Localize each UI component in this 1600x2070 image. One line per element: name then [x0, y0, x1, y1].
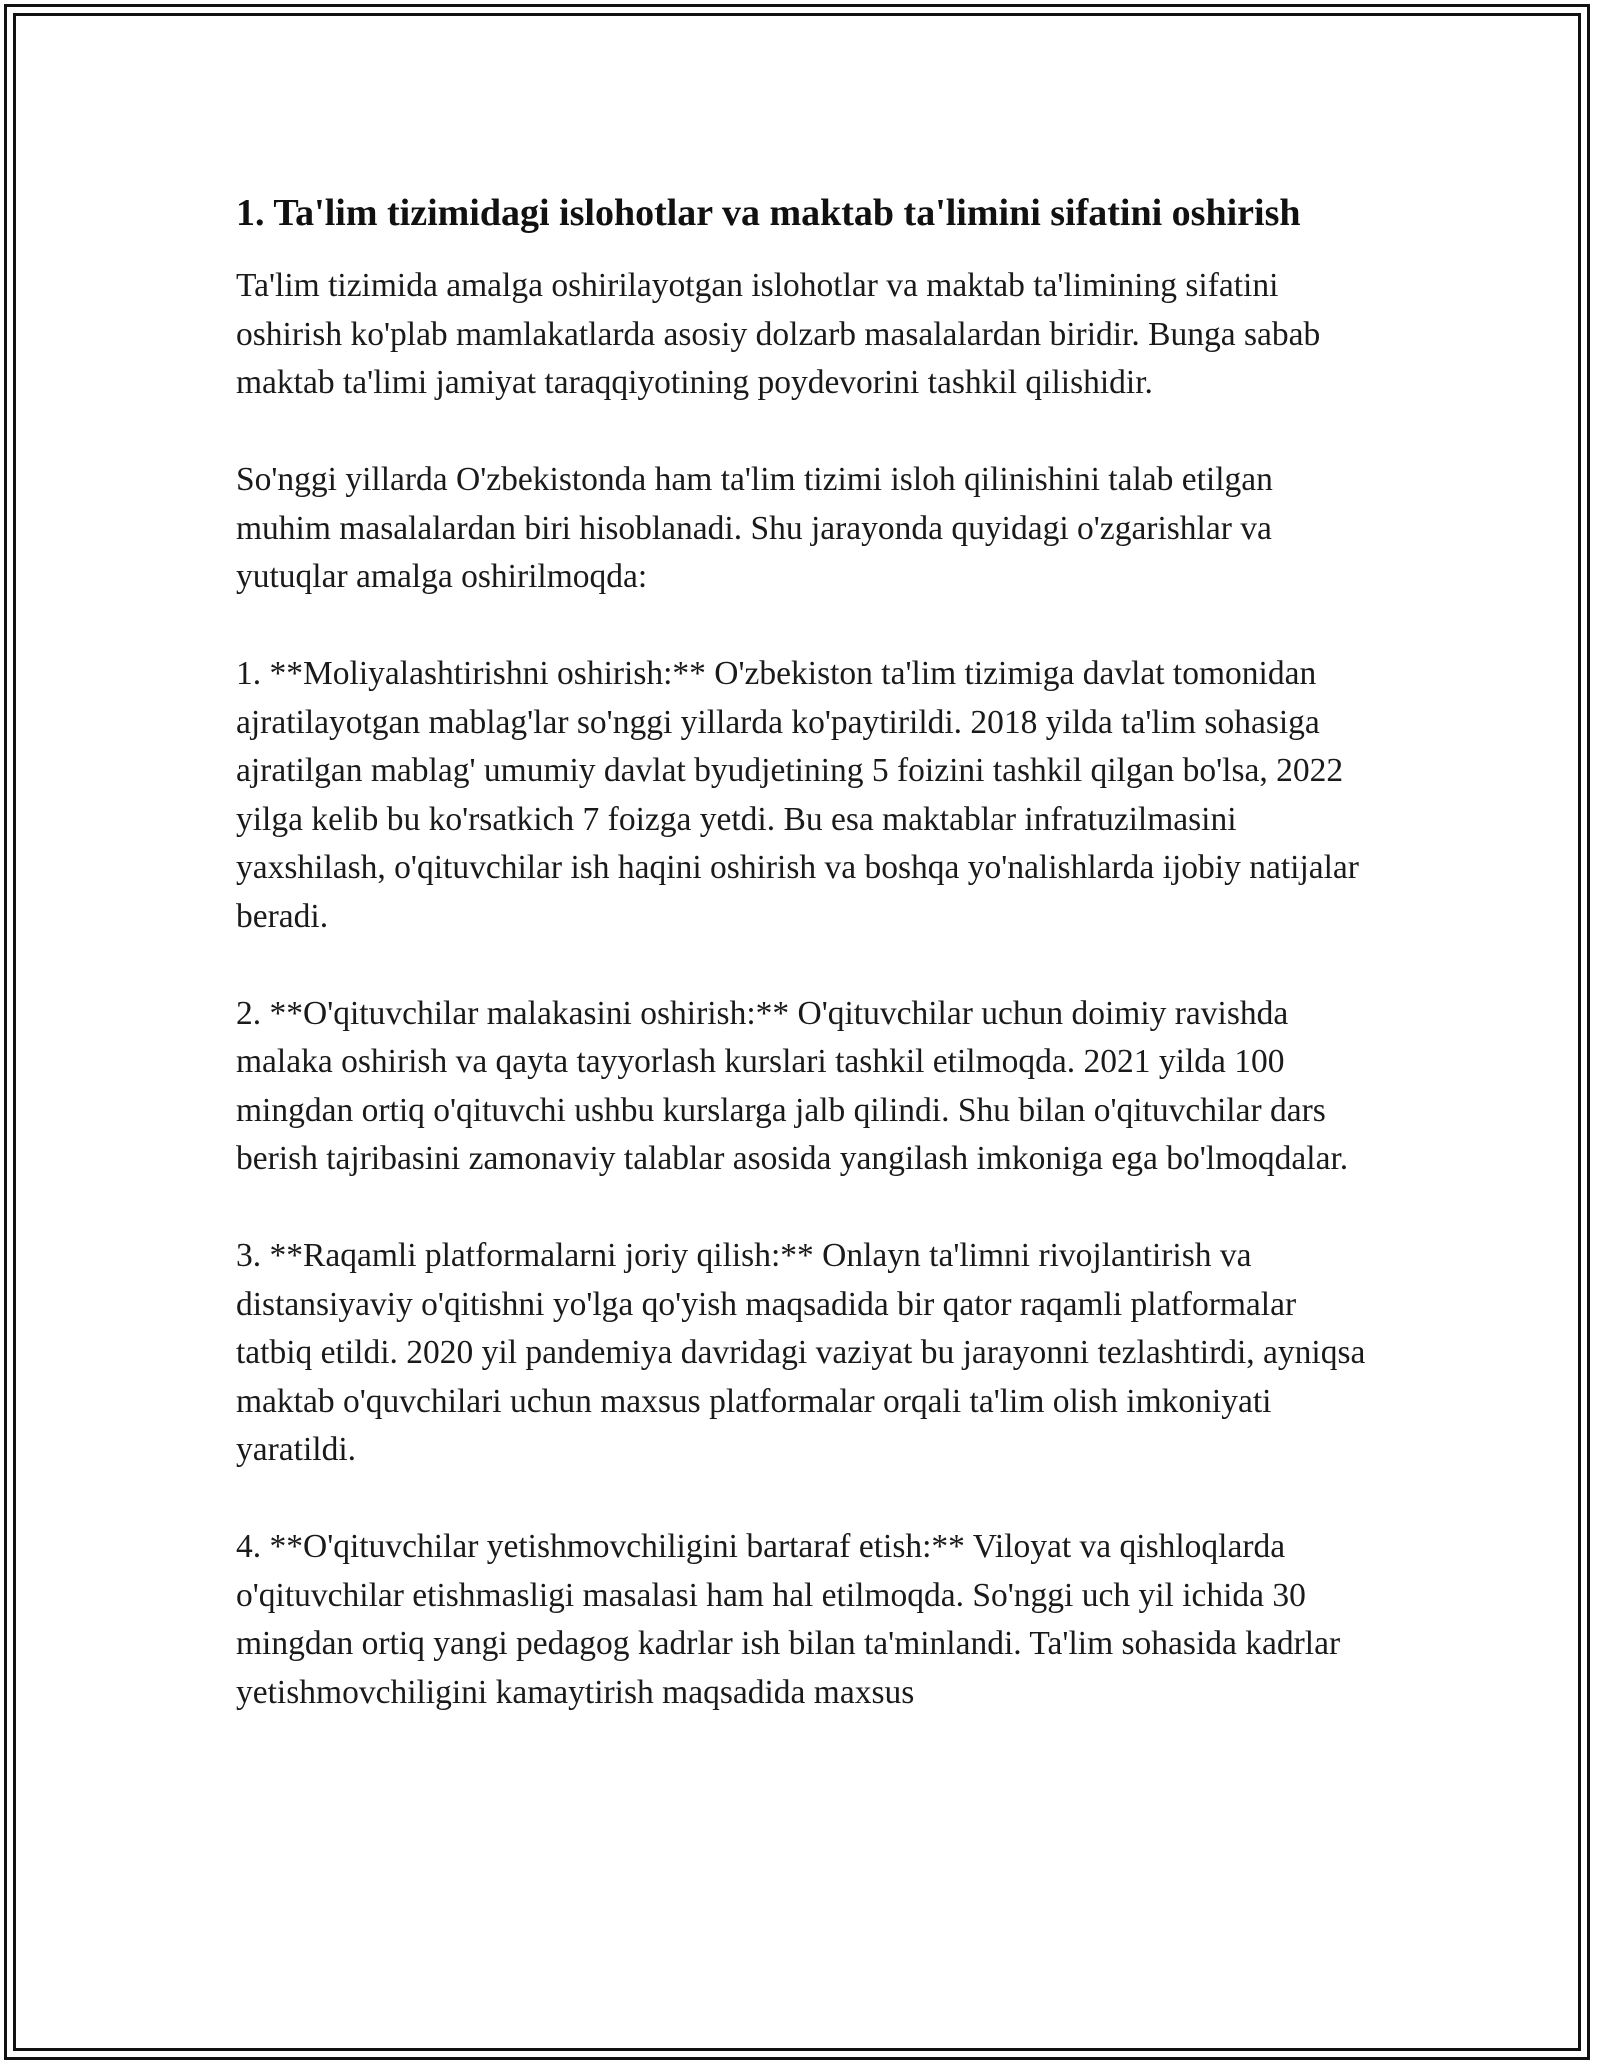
- paragraph-item-2: 2. **O'qituvchilar malakasini oshirish:** O'qituvchilar uchun doimiy ravishda malaka oshirish va qayta tayyorlash kurslari tashkil etilmoqda. 2021 yilda 100 mingdan ortiq o'qituvchi ushbu kurslarga jalb qilindi. Shu bilan o'qituvchilar dars berish tajribasini zamonaviy talablar asosida yangilash imkoniga ega bo'lmoqdalar.: [236, 994, 1349, 1177]
- paragraph-context: So'nggi yillarda O'zbekistonda ham ta'lim tizimi isloh qilinishini talab etilgan muhim masalalardan biri hisoblanadi. Shu jarayonda quyidagi o'zgarishlar va yutuqlar amalga oshirilmoqda:: [236, 461, 1273, 595]
- paragraph-item-3: 3. **Raqamli platformalarni joriy qilish:** Onlayn ta'limni rivojlantirish va distansiyaviy o'qitishni yo'lga qo'yish maqsadida bir qator raqamli platformalar tatbiq etildi. 2020 yil pandemiya davridagi vaziyat bu jarayonni tezlashtirdi, ayniqsa maktab o'quvchilari uchun maxsus platformalar orqali ta'lim olish imkoniyati yaratildi.: [236, 1237, 1366, 1468]
- paragraph-item-1: 1. **Moliyalashtirishni oshirish:** O'zbekiston ta'lim tizimiga davlat tomonidan ajratilayotgan mablag'lar so'nggi yillarda ko'paytirildi. 2018 yilda ta'lim sohasiga ajratilgan mablag' umumiy davlat byudjetining 5 foizini tashkil qilgan bo'lsa, 2022 yilga kelib bu ko'rsatkich 7 foizga yetdi. Bu esa maktablar infratuzilmasini yaxshilash, o'qituvchilar ish haqini oshirish va boshqa yo'nalishlarda ijobiy natijalar beradi.: [236, 655, 1359, 935]
- paragraph-item-4: 4. **O'qituvchilar yetishmovchiligini bartaraf etish:** Viloyat va qishloqlarda o'qituvchilar etishmasligi masalasi ham hal etilmoqda. So'nggi uch yil ichida 30 mingdan ortiq yangi pedagog kadrlar ish bilan ta'minlandi. Ta'lim sohasida kadrlar yetishmovchiligini kamaytirish maqsadida maxsus: [236, 1528, 1341, 1711]
- section-heading: 1. Ta'lim tizimidagi islohotlar va maktab ta'limini sifatini oshirish: [236, 192, 1301, 234]
- paragraph-intro: Ta'lim tizimida amalga oshirilayotgan islohotlar va maktab ta'limining sifatini oshirish ko'plab mamlakatlarda asosiy dolzarb masalalardan biridir. Bunga sabab maktab ta'limi jamiyat taraqqiyotining poydevorini tashkil qilishidir.: [236, 267, 1321, 401]
- document-body: [236, 186, 1366, 1766]
